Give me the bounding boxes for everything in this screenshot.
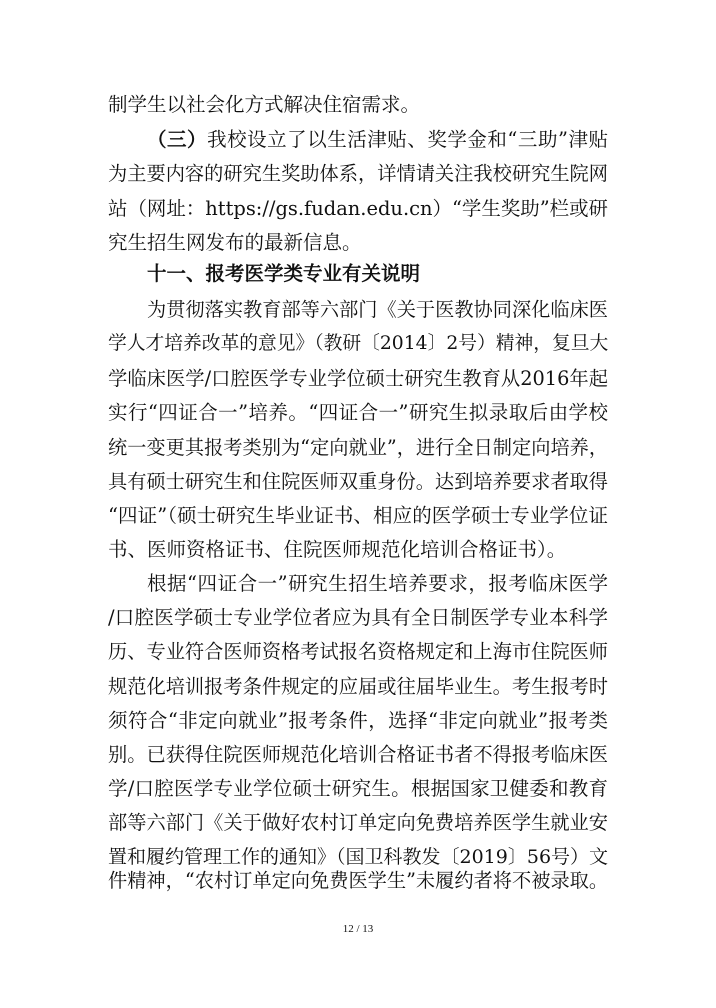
text-line: 为主要内容的研究生奖助体系，详情请关注我校研究生院网 <box>108 162 608 185</box>
text-line: 别。已获得住院医师规范化培训合格证书者不得报考临床医 <box>108 743 608 766</box>
text-line: 为贯彻落实教育部等六部门《关于医教协同深化临床医 <box>147 298 608 321</box>
text-line <box>147 128 608 152</box>
text-line: 实行“四证合一”培养。“四证合一”研究生拟录取后由学校 <box>108 401 608 424</box>
text-line: 书、医师资格证书、住院医师规范化培训合格证书）。 <box>108 538 567 561</box>
text-line: 历、专业符合医师资格考试报名资格规定和上海市住院医师 <box>108 640 608 663</box>
text-line: 站（网址：https://gs.fudan.edu.cn）“学生奖助”栏或研 <box>108 197 608 220</box>
text-line: 究生招生网发布的最新信息。 <box>108 231 362 254</box>
text-line: “四证”（硕士研究生毕业证书、相应的医学硕士专业学位证 <box>108 504 608 527</box>
text-line: 部等六部门《关于做好农村订单定向免费培养医学生就业安 <box>108 811 608 834</box>
text-line: 根据“四证合一”研究生招生培养要求，报考临床医学 <box>147 572 608 595</box>
text-line: 学人才培养改革的意见》（教研〔2014〕2号）精神，复旦大 <box>108 333 609 354</box>
text-line: 规范化培训报考条件规定的应届或往届毕业生。考生报考时 <box>108 675 608 698</box>
text-line: 制学生以社会化方式解决住宿需求。 <box>108 93 421 116</box>
page-number: 12 / 13 <box>342 923 374 935</box>
text-line: 统一变更其报考类别为“定向就业”，进行全日制定向培养， <box>108 436 609 459</box>
text-line: 学临床医学/口腔医学专业学位硕士研究生教育从2016年起 <box>108 367 608 390</box>
text-line: 件精神，“农村订单定向免费医学生”未履约者将不被录取。 <box>108 869 609 892</box>
text-line: 具有硕士研究生和住院医师双重身份。达到培养要求者取得 <box>108 470 608 493</box>
text-line: 置和履约管理工作的通知》（国卫科教发〔2019〕56号）文 <box>108 846 609 868</box>
item-number: （三） <box>147 128 208 151</box>
section-heading: 十一、报考医学类专业有关说明 <box>147 262 421 285</box>
text-line: 须符合“非定向就业”报考条件，选择“非定向就业”报考类 <box>108 709 608 732</box>
text-line: 学/口腔医学专业学位硕士研究生。根据国家卫健委和教育 <box>108 777 608 800</box>
text-span: 我校设立了以生活津贴、奖学金和“三助”津贴 <box>207 128 608 151</box>
text-line: /口腔医学硕士专业学位者应为具有全日制医学专业本科学 <box>108 606 608 629</box>
